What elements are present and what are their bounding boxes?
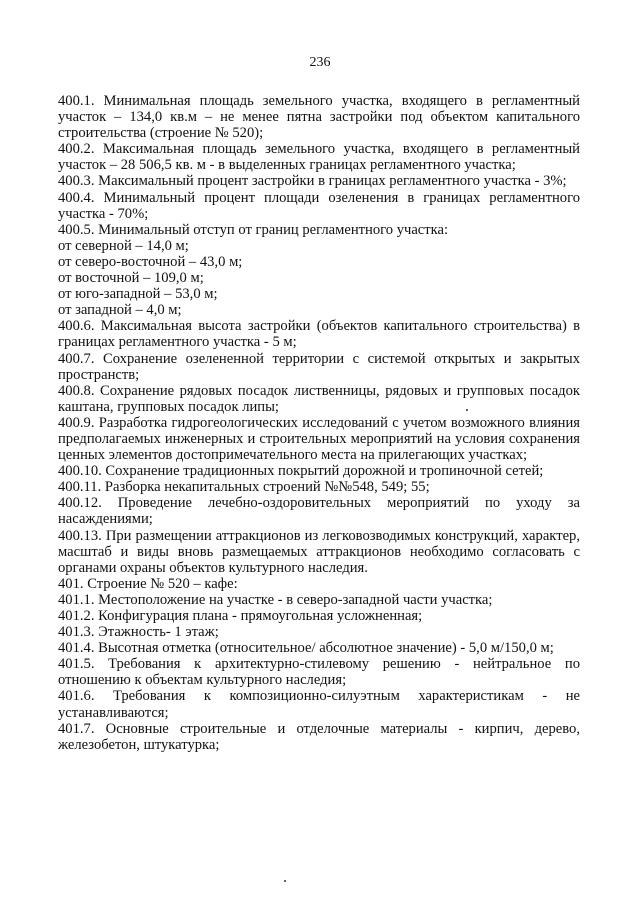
paragraph-400-11: 400.11. Разборка некапитальных строений №№548, 549; 55; <box>58 479 430 496</box>
paragraph-401: 401. Строение № 520 – кафе: <box>58 575 238 592</box>
paragraph-400-13: 400.13. При размещении аттракционов из легковозводимых конструкций, характер, масштаб и виды вновь размещаемых аттракционов необходимо согласовать с органами охраны объектов культурного наследия. <box>58 527 580 576</box>
paragraph-400-6: 400.6. Максимальная высота застройки (объектов капитального строительства) в границах регламентного участка - 5 м; <box>58 318 580 351</box>
paragraph-401-7: 401.7. Основные строительные и отделочные материалы - кирпич, дерево, железобетон, штукатурка; <box>58 720 580 753</box>
paragraph-400-2: 400.2. Максимальная площадь земельного участка, входящего в регламентный участок – 28 506,5 кв. м - в выделенных границах регламентного участка; <box>58 141 580 174</box>
paragraph-400-4: 400.4. Минимальный процент площади озеленения в границах регламентного участка - 70%; <box>58 189 580 222</box>
setback-northeast: от северо-восточной – 43,0 м; <box>58 253 243 270</box>
scan-speck <box>466 409 468 411</box>
page-number: 236 <box>309 55 331 70</box>
setback-west: от западной – 4,0 м; <box>58 302 182 319</box>
setback-southwest: от юго-западной – 53,0 м; <box>58 286 218 303</box>
paragraph-400-10: 400.10. Сохранение традиционных покрытий дорожной и тропиночной сетей; <box>58 463 544 480</box>
paragraph-400-5: 400.5. Минимальный отступ от границ регламентного участка: <box>58 221 449 238</box>
paragraph-401-3: 401.3. Этажность- 1 этаж; <box>58 624 219 641</box>
paragraph-400-3: 400.3. Максимальный процент застройки в границах регламентного участка - 3%; <box>58 173 567 190</box>
paragraph-400-7: 400.7. Сохранение озелененной территории с системой открытых и закрытых пространств; <box>58 350 580 383</box>
paragraph-401-6: 401.6. Требования к композиционно-силуэтным характеристикам - не устанавливаются; <box>58 688 580 721</box>
paragraph-401-2: 401.2. Конфигурация плана - прямоугольная усложненная; <box>58 608 423 624</box>
document-body <box>58 93 580 753</box>
paragraph-400-1: 400.1. Минимальная площадь земельного участка, входящего в регламентный участок – 134,0 кв.м – не менее пятна застройки под объектом капитального строительства (строение № 520); <box>58 93 580 142</box>
paragraph-401-5: 401.5. Требования к архитектурно-стилевому решению - нейтральное по отношению к объектам культурного наследия; <box>58 656 580 689</box>
paragraph-401-4: 401.4. Высотная отметка (относительное/ абсолютное значение) - 5,0 м/150,0 м; <box>58 640 554 657</box>
scan-speck <box>284 880 286 882</box>
paragraph-401-1: 401.1. Местоположение на участке - в северо-западной части участка; <box>58 591 493 608</box>
paragraph-400-12: 400.12. Проведение лечебно-оздоровительных мероприятий по уходу за насаждениями; <box>58 495 580 528</box>
paragraph-400-8: 400.8. Сохранение рядовых посадок лиственницы, рядовых и групповых посадок каштана, групповых посадок липы; <box>58 382 580 415</box>
setback-east: от восточной – 109,0 м; <box>58 270 204 287</box>
paragraph-400-9: 400.9. Разработка гидрогеологических исследований с учетом возможного влияния предполагаемых инженерных и строительных мероприятий на условия сохранения ценных элементов достопримечательного места на прилегающих участках; <box>58 414 580 464</box>
setback-north: от северной – 14,0 м; <box>58 237 189 254</box>
